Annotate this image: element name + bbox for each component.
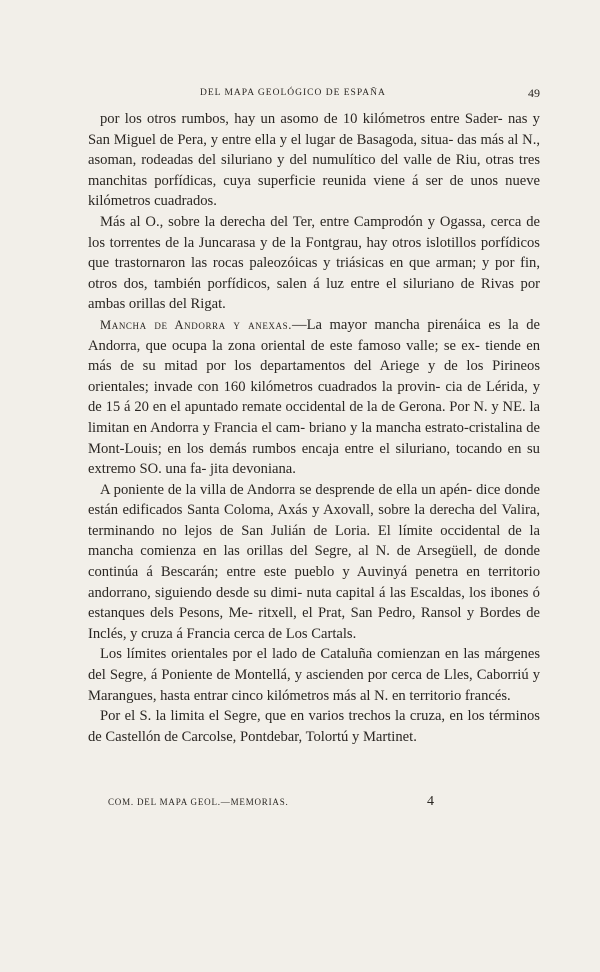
text-line: das más al N., asoman, rodeadas del siluriano y del numulítico del — [88, 131, 541, 169]
text-line: derecha del Valira, terminando no lejos de San Julián de Loria. El — [88, 502, 540, 539]
text-line: viene á ser de unos nueve kilómetros cuadrados. — [88, 172, 541, 210]
text-line: dice donde están edificados Santa Coloma, Axás y Axovall, sobre la — [88, 481, 540, 519]
page-number: 49 — [528, 86, 540, 100]
text-line: de Lles, Caborriú y Marangues, hasta entrar cinco kilómetros más — [88, 667, 540, 704]
text-line: Por el S. la limita el Segre, que en varios trechos la cruza, en los — [100, 708, 485, 725]
text-line: términos de Castellón de Carcolse, Pontdebar, Tolortú y Martinet. — [88, 708, 540, 745]
text-line: jita devoniana. — [210, 461, 296, 478]
text-line: márgenes del Segre, á Poniente de Montellá, y ascienden por cerca — [88, 646, 540, 684]
text-line: valle de Riu, otras tres manchitas porfídicas, cuya superficie reunida — [88, 152, 541, 189]
running-title: DEL MAPA GEOLÓGICO DE ESPAÑA — [200, 88, 386, 98]
text-line: rumbos encaja entre el siluriano, tocando en su extremo SO. una fa- — [88, 440, 540, 478]
text-line: nas y San Miguel de Pera, y entre ella y el lugar de Basagoda, situa- — [88, 111, 540, 148]
text-line: Francia cerca de Los Cartals. — [186, 625, 357, 642]
paragraph — [88, 315, 540, 480]
text-line: entre el siluriano de Rivas por ambas orillas del Rigat. — [88, 275, 541, 313]
text-line: de Andorra, que ocupa la zona oriental de este famoso valle; se ex- — [88, 316, 540, 354]
text-line: —La mayor mancha pirenáica es la — [291, 316, 519, 333]
body-text — [88, 109, 540, 747]
paragraph — [88, 644, 540, 706]
text-line: límite occidental de la mancha comienza en las orillas del Segre, al — [88, 522, 540, 560]
paragraph — [88, 212, 540, 315]
text-line: briano y la mancha estrato-cristalina de Mont-Louis; en los demás — [88, 419, 540, 457]
text-line: al N. en territorio francés. — [359, 687, 511, 704]
text-line: en que arman; y por fin, otros dos, también porfídicos, salen á luz — [88, 255, 540, 292]
text-line: islotillos porfídicos que trastornaron las rocas paleozóicas y triásicas — [88, 234, 540, 272]
text-line: ritxell, el Prat, San Pedro, Ransol y Bordes de Inclés, y cruza á — [88, 605, 540, 642]
text-line: Más al O., sobre la derecha del Ter, entre Camprodón y Ogassa, — [100, 213, 486, 230]
text-line: cia de Lérida, y de 15 á 20 en el apuntado remate occidental de — [88, 378, 540, 416]
paragraph — [88, 109, 540, 212]
text-line: cerca de los torrentes de la Juncarasa y de la Fontgrau, hay otros — [88, 213, 540, 251]
text-line: Pirineos orientales; invade con 160 kilómetros cuadrados la provin- — [88, 358, 540, 395]
text-line: N. de Arsegüell, de donde continúa á Bescarán; entre este pueblo y — [88, 543, 541, 581]
section-heading: Mancha de Andorra y anexas. — [100, 317, 292, 332]
text-line: Los límites orientales por el lado de Cataluña comienzan en las — [100, 646, 480, 663]
text-line: tiende en más de su mitad por los departamentos del Ariege y de los — [88, 337, 540, 375]
text-line: Auvinyá penetra en territorio andorrano, siguiendo desde su dimi- — [88, 564, 540, 601]
printer-signature-mark: 4 — [427, 794, 434, 809]
text-line: la de Gerona. Por N. y NE. la limitan en Andorra y Francia el cam- — [88, 399, 540, 436]
text-line: nuta capital á las Escaldas, los ibones ó estanques dels Pesons, Me- — [88, 584, 540, 622]
paragraph — [88, 706, 540, 747]
footer-signature-line: COM. DEL MAPA GEOL.—MEMORIAS. — [108, 797, 289, 807]
paragraph — [88, 480, 540, 645]
text-line: A poniente de la villa de Andorra se desprende de ella un apén- — [100, 481, 473, 498]
text-line: por los otros rumbos, hay un asomo de 10 kilómetros entre Sader- — [100, 111, 503, 127]
